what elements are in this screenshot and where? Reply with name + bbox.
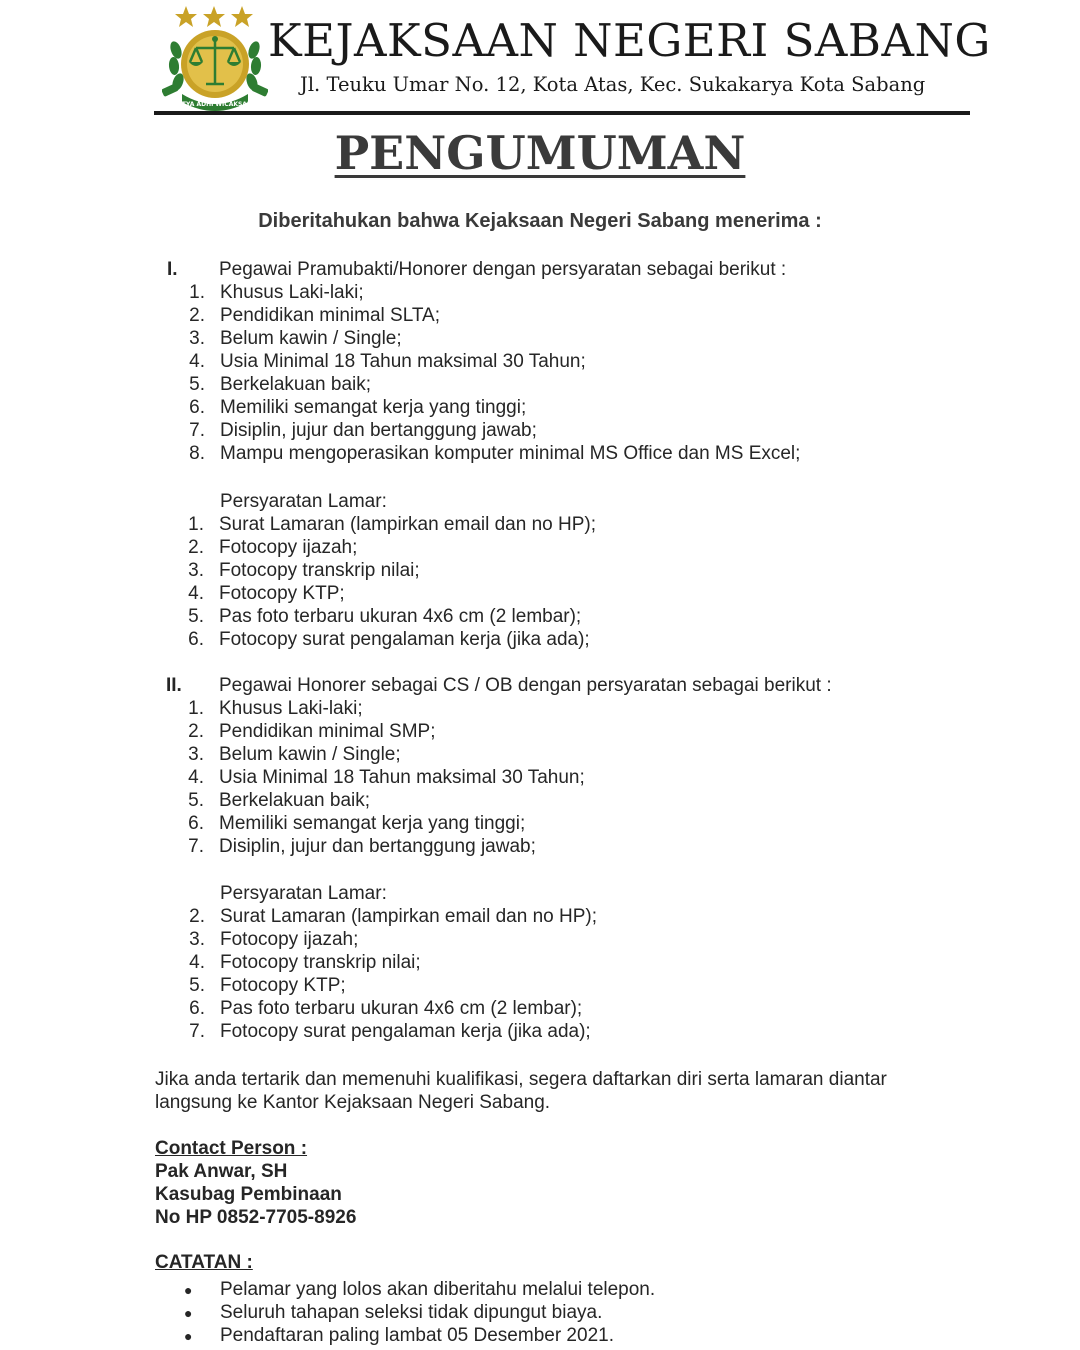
list-item: Fotocopy transkrip nilai; [219,560,420,581]
stars-icon [175,6,253,27]
list-number: 1. [188,698,204,719]
logo-motto: SATYA ADHI WICAKSANA [173,101,257,108]
list-number: 3. [189,328,205,349]
list-number: 4. [188,767,204,788]
list-item: Pas foto terbaru ukuran 4x6 cm (2 lembar); [220,998,583,1019]
list-item: Pas foto terbaru ukuran 4x6 cm (2 lembar); [219,606,582,627]
org-name: KEJAKSAAN NEGERI SABANG [268,14,991,67]
bullet-icon: ● [184,1328,193,1344]
letterhead [0,0,1080,120]
list-item: Usia Minimal 18 Tahun maksimal 30 Tahun; [220,351,586,372]
list-number: 2. [188,721,204,742]
list-item: Fotocopy transkrip nilai; [220,952,421,973]
notes-heading: CATATAN : [155,1252,253,1273]
list-number: 6. [188,813,204,834]
closing-paragraph: Jika anda tertarik dan memenuhi kualifikasi, segera daftarkan diri serta lamaran diantar langsung ke Kantor Kejaksaan Negeri Sabang. [155,1069,887,1113]
contact-phone: No HP 0852-7705-8926 [155,1207,357,1228]
list-item: Usia Minimal 18 Tahun maksimal 30 Tahun; [219,767,585,788]
note-item: Pendaftaran paling lambat 05 Desember 2021. [220,1325,614,1346]
list-item: Khusus Laki-laki; [219,698,363,719]
list-item: Mampu mengoperasikan komputer minimal MS Office dan MS Excel; [220,443,801,464]
list-number: 6. [189,397,205,418]
list-number: 5. [188,606,204,627]
section-heading: Pegawai Pramubakti/Honorer dengan persyaratan sebagai berikut : [219,259,787,280]
list-item: Fotocopy KTP; [219,583,345,604]
list-number: 7. [189,1021,205,1042]
list-number: 7. [189,420,205,441]
list-number: 4. [188,583,204,604]
list-number: 6. [189,998,205,1019]
list-number: 4. [189,952,205,973]
bullet-icon: ● [184,1305,193,1321]
list-item: Disiplin, jujur dan bertanggung jawab; [220,420,537,441]
list-number: 2. [189,305,205,326]
list-item: Fotocopy KTP; [220,975,346,996]
list-number: 6. [188,629,204,650]
list-number: 2. [188,537,204,558]
list-item: Fotocopy surat pengalaman kerja (jika ada); [220,1021,591,1042]
list-item: Memiliki semangat kerja yang tinggi; [220,397,527,418]
list-number: 5. [189,374,205,395]
list-item: Fotocopy ijazah; [219,537,358,558]
list-number: 3. [189,929,205,950]
list-item: Khusus Laki-laki; [220,282,364,303]
list-number: 1. [188,514,204,535]
page-title: PENGUMUMAN [334,126,746,180]
note-item: Pelamar yang lolos akan diberitahu melalui telepon. [220,1279,656,1300]
list-item: Fotocopy surat pengalaman kerja (jika ada); [219,629,590,650]
note-item: Seluruh tahapan seleksi tidak dipungut biaya. [220,1302,603,1323]
list-number: 5. [189,975,205,996]
contact-name: Pak Anwar, SH [155,1161,288,1182]
list-number: 7. [188,836,204,857]
list-item: Berkelakuan baik; [219,790,371,811]
list-item: Belum kawin / Single; [219,744,401,765]
letterhead-divider [154,111,970,115]
list-item: Fotocopy ijazah; [220,929,359,950]
section-numeral: I. [167,259,178,280]
contact-heading: Contact Person : [155,1138,308,1159]
list-item: Surat Lamaran (lampirkan email dan no HP); [219,514,597,535]
list-item: Pendidikan minimal SMP; [219,721,436,742]
list-item: Disiplin, jujur dan bertanggung jawab; [219,836,536,857]
org-address: Jl. Teuku Umar No. 12, Kota Atas, Kec. Sukakarya Kota Sabang [300,73,926,96]
list-item: Pendidikan minimal SLTA; [220,305,441,326]
list-number: 3. [188,744,204,765]
contact-position: Kasubag Pembinaan [155,1184,342,1205]
contact-block [155,1137,356,1229]
list-number: 2. [189,906,205,927]
section-numeral: II. [166,675,182,696]
list-item: Berkelakuan baik; [220,374,372,395]
intro-text: Diberitahukan bahwa Kejaksaan Negeri Sabang menerima : [258,210,822,232]
section-heading: Pegawai Honorer sebagai CS / OB dengan persyaratan sebagai berikut : [219,675,832,696]
list-number: 5. [188,790,204,811]
list-item: Memiliki semangat kerja yang tinggi; [219,813,526,834]
apply-heading: Persyaratan Lamar: [220,883,387,904]
list-item: Surat Lamaran (lampirkan email dan no HP); [220,906,598,927]
apply-heading: Persyaratan Lamar: [220,491,387,512]
bullet-icon: ● [184,1282,193,1298]
list-number: 1. [189,282,205,303]
list-number: 4. [189,351,205,372]
list-item: Belum kawin / Single; [220,328,402,349]
list-number: 8. [189,443,205,464]
kejaksaan-emblem-icon [162,2,268,114]
list-number: 3. [188,560,204,581]
